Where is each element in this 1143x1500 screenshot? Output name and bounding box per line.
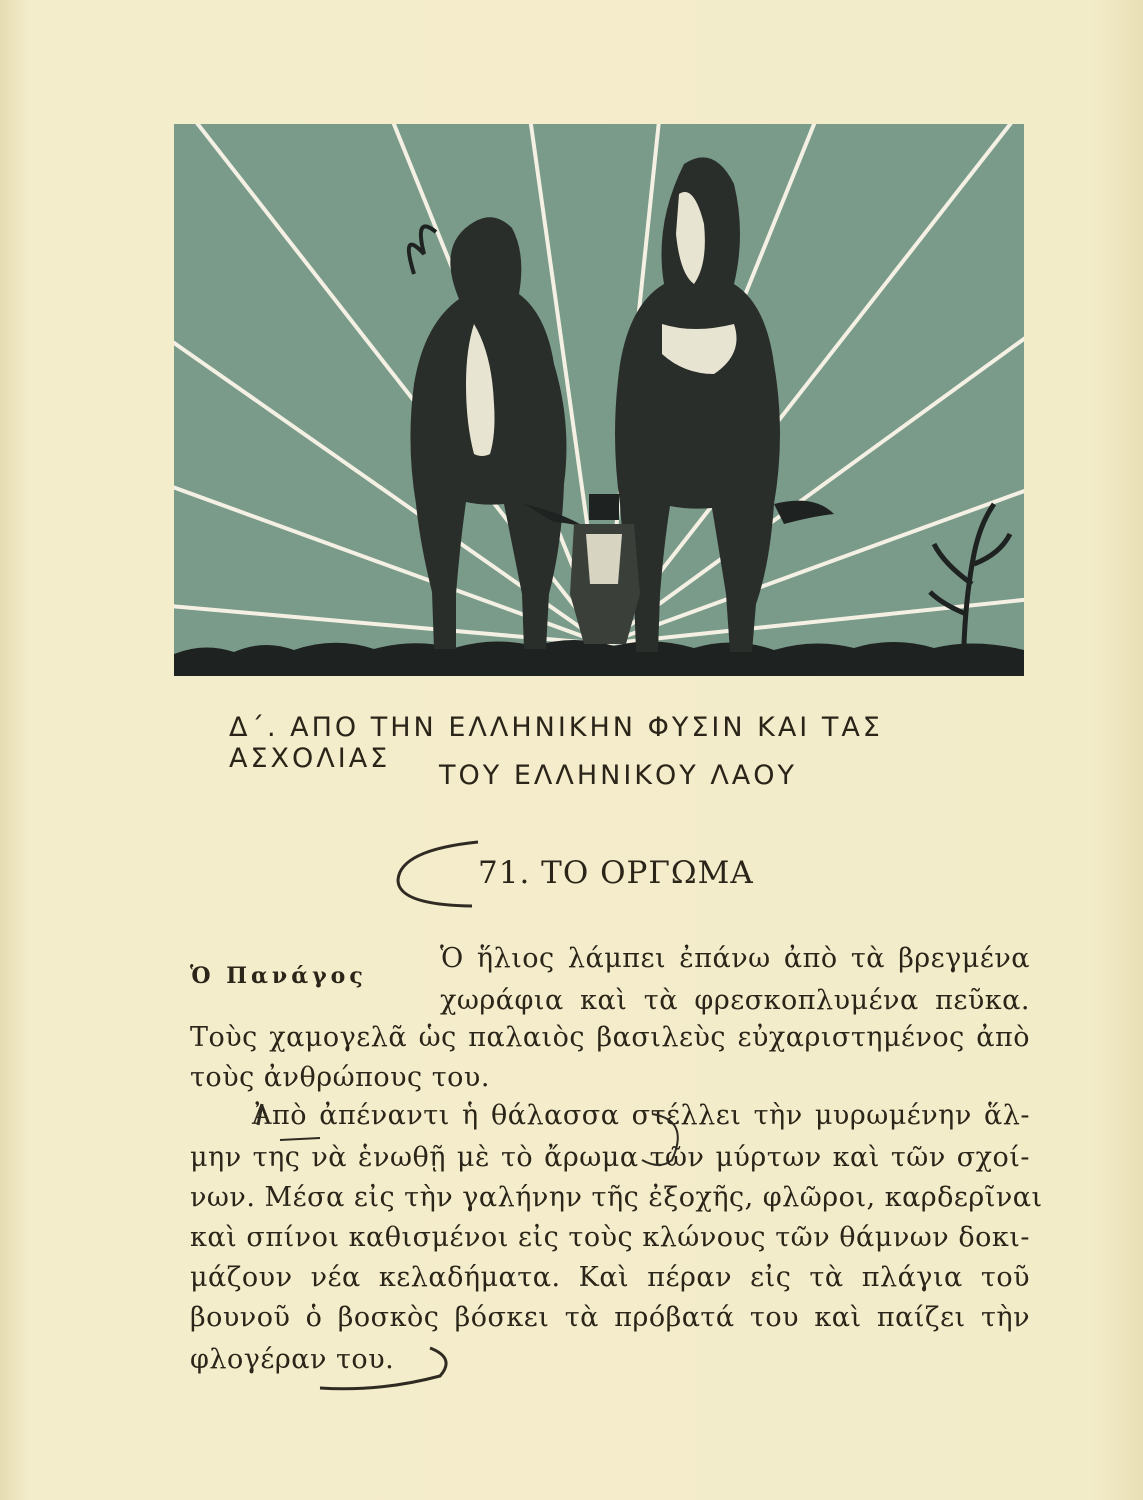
section-heading-line-1: Δ΄. ΑΠΟ ΤΗΝ ΕΛΛΗΝΙΚΗΝ ΦΥΣΙΝ ΚΑΙ ΤΑΣ ΑΣΧΟΛΙΑΣ — [229, 712, 883, 774]
woodcut-svg — [174, 124, 1024, 676]
plowing-illustration — [174, 124, 1024, 676]
body-line: χωράφια καὶ τὰ φρεσκοπλυμένα πεῦκα. — [440, 985, 1030, 1016]
body-line: νων. Μέσα εἰς τὴν γαλήνην τῆς ἐξοχῆς, φλῶροι, καρδερῖναι — [190, 1182, 1043, 1213]
body-line: μάζουν νέα κελαδήματα. Καὶ πέραν εἰς τὰ πλάγια τοῦ — [190, 1262, 1030, 1293]
body-line: Τοὺς χαμογελᾶ ὡς παλαιὸς βασιλεὺς εὐχαριστημένος ἀπὸ — [190, 1022, 1030, 1053]
body-line: τοὺς ἀνθρώπους του. — [190, 1062, 490, 1093]
body-line: καὶ σπίνοι καθισμένοι εἰς τοὺς κλώνους τῶν θάμνων δοκι- — [190, 1222, 1030, 1253]
left-horse-figure — [409, 217, 594, 649]
section-heading-line-2: ΤΟΥ ΕΛΛΗΝΙΚΟΥ ΛΑΟΥ — [439, 760, 798, 791]
body-line: βουνοῦ ὁ βοσκὸς βόσκει τὰ πρόβατά του καὶ παίζει τὴν — [190, 1302, 1030, 1333]
body-line: φλογέραν του. — [190, 1344, 395, 1375]
body-line: Ἀπὸ ἀπέναντι ἡ θάλασσα στέλλει τὴν μυρωμένην ἅλ- — [252, 1100, 1030, 1131]
bush-figure — [930, 504, 1010, 644]
body-line: Ὁ ἥλιος λάμπει ἐπάνω ἀπὸ τὰ βρεγμένα — [440, 943, 1030, 974]
lesson-title: 71. ΤΟ ΟΡΓΩΜΑ — [478, 855, 754, 891]
ground-strip — [174, 640, 1024, 676]
body-line: μην της νὰ ἑνωθῇ μὲ τὸ ἄρωμα τῶν μύρτων καὶ τῶν σχοί- — [190, 1142, 1030, 1173]
author-name: Ὁ Πανάγος — [190, 963, 367, 989]
